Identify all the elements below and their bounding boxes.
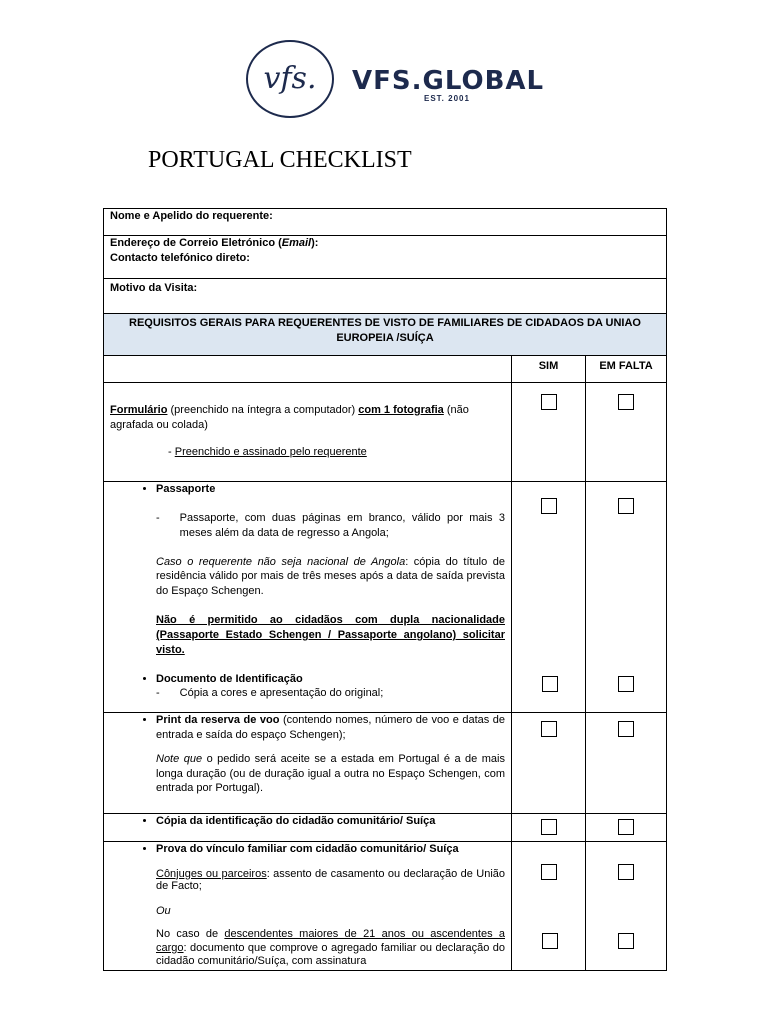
column-header-sim: SIM (512, 356, 586, 383)
family-or: Ou (156, 905, 171, 918)
logo-wordmark: VFS.GLOBAL (352, 66, 545, 96)
family-link-row (104, 842, 667, 971)
applicant-name-row (104, 209, 667, 236)
column-header-row (104, 356, 667, 383)
family-em-falta-cell (586, 842, 667, 971)
id-document-em-falta-checkbox[interactable] (618, 676, 634, 692)
id-document-item: - Cópia a cores e apresentação do original; (156, 687, 384, 700)
flight-sim-checkbox[interactable] (541, 721, 557, 737)
checklist-table (103, 208, 667, 971)
passport-em-falta-cell (586, 482, 667, 713)
flight-note: Note que o pedido será aceite se a estada em Portugal é a de mais longa duração (ou de duração igual a outra no Espaço Schengen, com entrada por Portugal). (156, 752, 505, 795)
form-requirement (104, 383, 512, 482)
passport-item: - Passaporte, com duas páginas em branco, válido por mais 3 meses além da data de regresso a Angola; (156, 511, 505, 539)
family-descendants-sim-checkbox[interactable] (542, 933, 558, 949)
visit-motive-label: Motivo da Visita: (104, 279, 667, 314)
section-header: REQUISITOS GERAIS PARA REQUERENTES DE VISTO DE FAMILIARES DE CIDADAOS DA UNIAO EUROPEIA /SUÍÇA (104, 314, 667, 356)
flight-row (104, 713, 667, 814)
vfs-seal-logo (246, 40, 334, 118)
family-sim-cell (512, 842, 586, 971)
flight-em-falta-checkbox[interactable] (618, 721, 634, 737)
passport-sim-cell (512, 482, 586, 713)
logo-seal-text: vfs. (263, 60, 317, 96)
id-document-title: • Documento de Identificação (156, 672, 505, 687)
family-spouses-sim-checkbox[interactable] (541, 864, 557, 880)
passport-sim-checkbox[interactable] (541, 498, 557, 514)
passport-em-falta-checkbox[interactable] (618, 498, 634, 514)
family-descendants-em-falta-checkbox[interactable] (618, 933, 634, 949)
family-spouses: Cônjuges ou parceiros: assento de casamento ou declaração de União de Facto; (156, 867, 505, 893)
form-description: Formulário (preenchido na íntegra a computador) com 1 fotografia (não agrafada ou colada) (110, 404, 469, 431)
passport-requirement (104, 482, 512, 713)
phone-label: Contacto telefónico direto: (110, 251, 250, 264)
column-header-blank (104, 356, 512, 383)
column-header-em-falta: EM FALTA (586, 356, 667, 383)
eu-id-copy-title: • Cópia da identificação do cidadão comunitário/ Suíça (156, 814, 505, 829)
eu-id-copy-requirement (104, 814, 512, 842)
flight-description: • Print da reserva de voo (contendo nomes, número de voo e datas de entrada e saída do espaço Schengen); (156, 713, 505, 743)
eu-id-copy-sim-checkbox[interactable] (541, 819, 557, 835)
contact-row (104, 236, 667, 279)
passport-case: Caso o requerente não seja nacional de Angola: cópia do título de residência válido por mais de três meses após a data de saída prevista do Espaço Schengen. (156, 555, 505, 598)
dual-nationality-warning: Não é permitido ao cidadãos com dupla nacionalidade (Passaporte Estado Schengen / Passaporte angolano) solicitar visto. (156, 614, 505, 656)
email-label: Endereço de Correio Eletrónico (Email): (110, 237, 319, 249)
page-title: PORTUGAL CHECKLIST (148, 147, 412, 173)
form-row (104, 383, 667, 482)
eu-id-copy-em-falta-checkbox[interactable] (618, 819, 634, 835)
section-header-row (104, 314, 667, 356)
passport-row (104, 482, 667, 713)
passport-title: • Passaporte (156, 482, 505, 497)
family-link-requirement (104, 842, 512, 971)
visit-motive-row (104, 279, 667, 314)
form-sim-checkbox[interactable] (541, 394, 557, 410)
eu-id-copy-row (104, 814, 667, 842)
family-descendants: No caso de descendentes maiores de 21 anos ou ascendentes a cargo: documento que comprove o agregado familiar ou declaração do cidadão comunitário/Suíça, com assinatura (156, 927, 505, 968)
family-link-title: • Prova do vínculo familiar com cidadão comunitário/ Suíça (156, 842, 505, 857)
form-em-falta-checkbox[interactable] (618, 394, 634, 410)
form-sub-item: - Preenchido e assinado pelo requerente (168, 445, 367, 458)
logo-established: EST. 2001 (424, 94, 470, 103)
id-document-sim-checkbox[interactable] (542, 676, 558, 692)
family-spouses-em-falta-checkbox[interactable] (618, 864, 634, 880)
vfs-global-logo (246, 40, 545, 120)
applicant-name-label: Nome e Apelido do requerente: (104, 209, 667, 236)
flight-requirement (104, 713, 512, 814)
contact-cell (104, 236, 667, 279)
